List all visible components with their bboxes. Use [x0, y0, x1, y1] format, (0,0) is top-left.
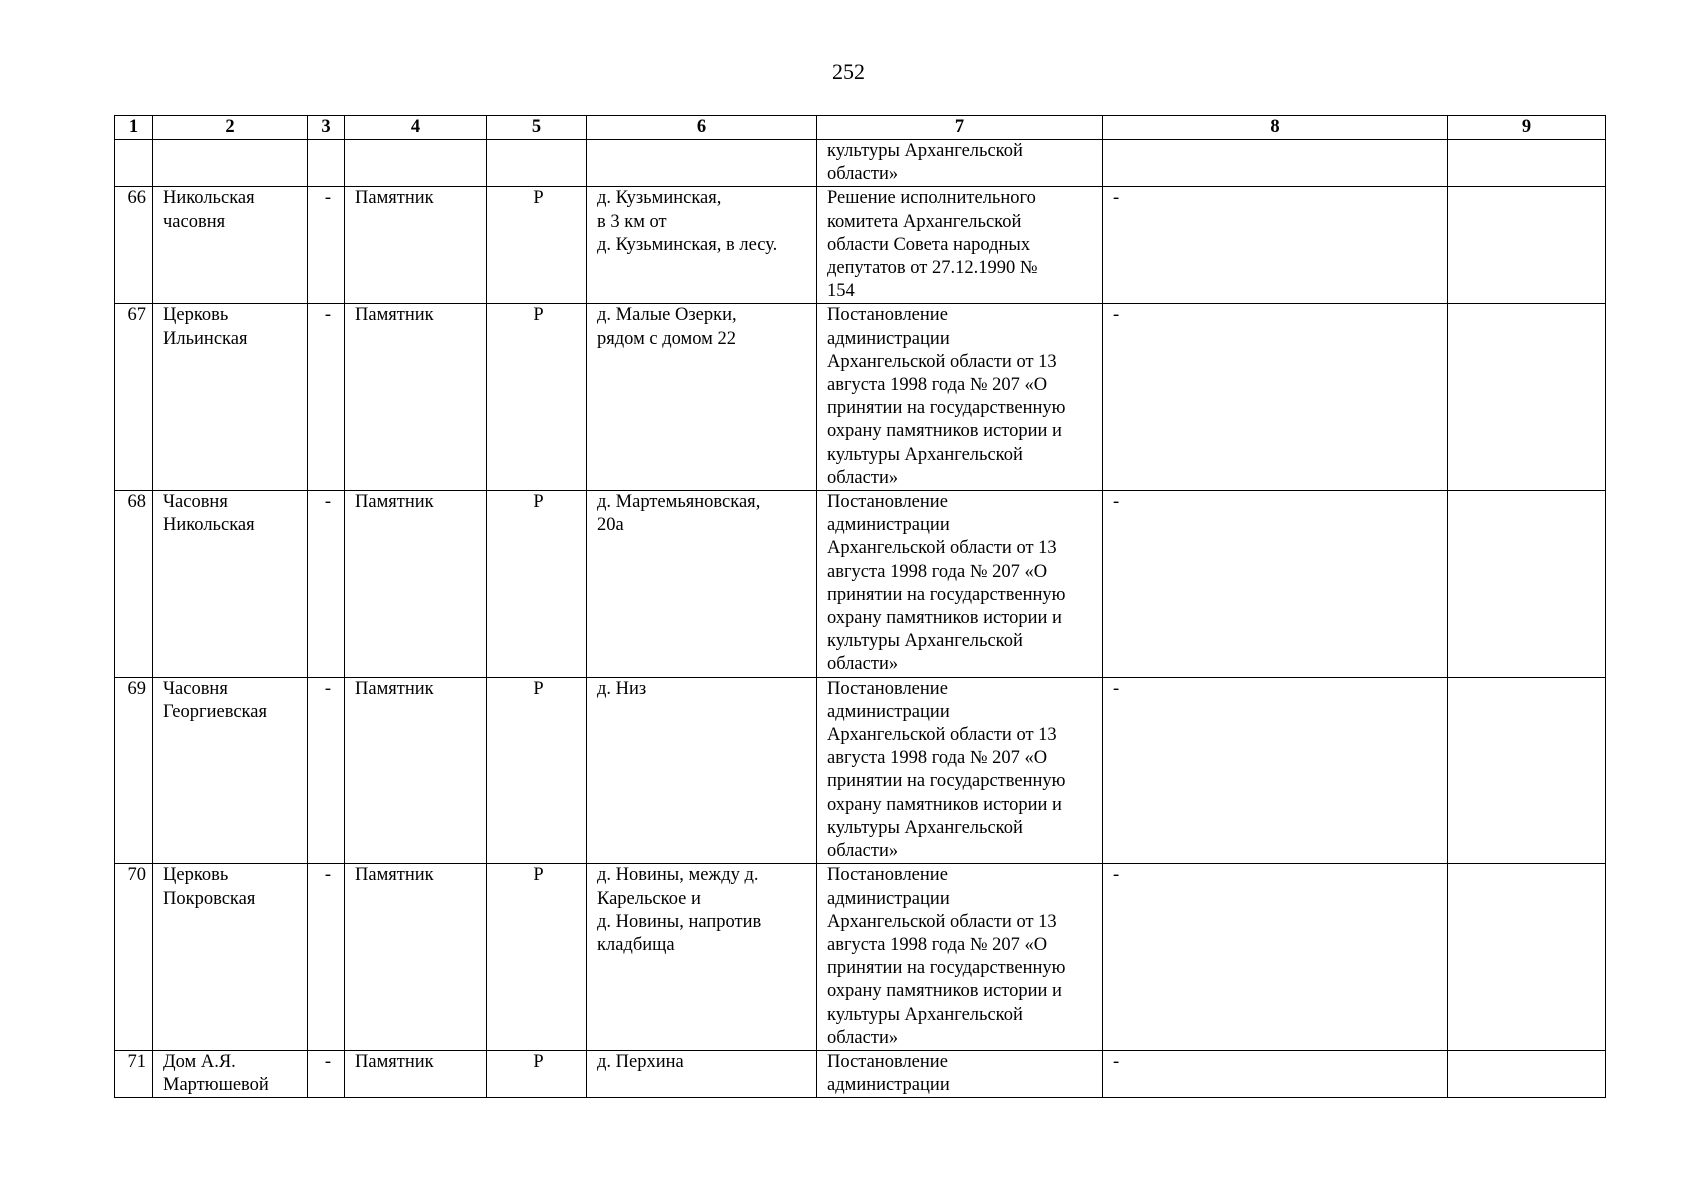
cell-object-name: Никольская часовня	[153, 187, 308, 304]
column-header-6: 6	[587, 116, 817, 140]
cell-number: 69	[115, 677, 153, 864]
cell-column-9	[1448, 304, 1606, 491]
table-row	[115, 491, 1606, 678]
cell-object-type: Памятник	[345, 187, 487, 304]
cell-object-name: Дом А.Я. Мартюшевой	[153, 1050, 308, 1097]
cell-column-9	[1448, 140, 1606, 187]
cell-category: Р	[487, 864, 587, 1051]
cell-protection-document: Решение исполнительного комитета Архангельской области Совета народных депутатов от 27.12.1990 № 154	[817, 187, 1103, 304]
column-header-8: 8	[1103, 116, 1448, 140]
table-row	[115, 140, 1606, 187]
column-header-4: 4	[345, 116, 487, 140]
cell-location: д. Новины, между д. Карельское и д. Новины, напротив кладбища	[587, 864, 817, 1051]
cell-protection-document: Постановление администрации Архангельской области от 13 августа 1998 года № 207 «О принятии на государственную охрану памятников истории и культуры Архангельской области»	[817, 491, 1103, 678]
page-number: 252	[832, 59, 865, 84]
column-header-1: 1	[115, 116, 153, 140]
cell-number: 70	[115, 864, 153, 1051]
table-body	[115, 140, 1606, 1098]
cell-number: 67	[115, 304, 153, 491]
cell-column-9	[1448, 187, 1606, 304]
cell-column-8	[1103, 140, 1448, 187]
cell-object-name	[153, 140, 308, 187]
cell-column-8: -	[1103, 491, 1448, 678]
cell-column-3	[308, 140, 345, 187]
cell-object-type: Памятник	[345, 304, 487, 491]
cell-category: Р	[487, 187, 587, 304]
column-header-3: 3	[308, 116, 345, 140]
cell-location	[587, 140, 817, 187]
cell-column-8: -	[1103, 1050, 1448, 1097]
column-header-9: 9	[1448, 116, 1606, 140]
cell-category: Р	[487, 304, 587, 491]
cell-object-name: Часовня Георгиевская	[153, 677, 308, 864]
cell-column-3: -	[308, 677, 345, 864]
cell-category	[487, 140, 587, 187]
table-row	[115, 677, 1606, 864]
column-header-7: 7	[817, 116, 1103, 140]
cell-column-3: -	[308, 304, 345, 491]
column-header-5: 5	[487, 116, 587, 140]
cell-number: 71	[115, 1050, 153, 1097]
table-row	[115, 187, 1606, 304]
cell-object-type: Памятник	[345, 491, 487, 678]
cell-protection-document: культуры Архангельской области»	[817, 140, 1103, 187]
cell-protection-document: Постановление администрации Архангельской области от 13 августа 1998 года № 207 «О принятии на государственную охрану памятников истории и культуры Архангельской области»	[817, 304, 1103, 491]
cell-object-type: Памятник	[345, 677, 487, 864]
cell-column-3: -	[308, 187, 345, 304]
cell-object-type	[345, 140, 487, 187]
cell-object-type: Памятник	[345, 1050, 487, 1097]
cell-column-8: -	[1103, 304, 1448, 491]
cell-column-3: -	[308, 1050, 345, 1097]
table-row	[115, 304, 1606, 491]
table-header	[115, 116, 1606, 140]
cell-column-8: -	[1103, 677, 1448, 864]
cell-protection-document: Постановление администрации Архангельской области от 13 августа 1998 года № 207 «О принятии на государственную охрану памятников истории и культуры Архангельской области»	[817, 864, 1103, 1051]
cell-location: д. Кузьминская, в 3 км от д. Кузьминская, в лесу.	[587, 187, 817, 304]
cell-column-3: -	[308, 491, 345, 678]
cell-location: д. Малые Озерки, рядом с домом 22	[587, 304, 817, 491]
cell-object-name: Церковь Ильинская	[153, 304, 308, 491]
cell-object-type: Памятник	[345, 864, 487, 1051]
cell-number: 66	[115, 187, 153, 304]
cell-protection-document: Постановление администрации Архангельской области от 13 августа 1998 года № 207 «О принятии на государственную охрану памятников истории и культуры Архангельской области»	[817, 677, 1103, 864]
cell-column-9	[1448, 1050, 1606, 1097]
table-row	[115, 1050, 1606, 1097]
cell-column-9	[1448, 491, 1606, 678]
cell-location: д. Перхина	[587, 1050, 817, 1097]
cell-column-9	[1448, 677, 1606, 864]
column-header-2: 2	[153, 116, 308, 140]
cell-column-9	[1448, 864, 1606, 1051]
cell-object-name: Церковь Покровская	[153, 864, 308, 1051]
heritage-register-table	[114, 115, 1606, 1098]
cell-number: 68	[115, 491, 153, 678]
cell-column-3: -	[308, 864, 345, 1051]
header-row	[115, 116, 1606, 140]
cell-protection-document: Постановление администрации	[817, 1050, 1103, 1097]
cell-number	[115, 140, 153, 187]
cell-column-8: -	[1103, 864, 1448, 1051]
cell-location: д. Мартемьяновская, 20а	[587, 491, 817, 678]
cell-category: Р	[487, 491, 587, 678]
cell-object-name: Часовня Никольская	[153, 491, 308, 678]
cell-category: Р	[487, 1050, 587, 1097]
cell-category: Р	[487, 677, 587, 864]
cell-column-8: -	[1103, 187, 1448, 304]
cell-location: д. Низ	[587, 677, 817, 864]
table-row	[115, 864, 1606, 1051]
